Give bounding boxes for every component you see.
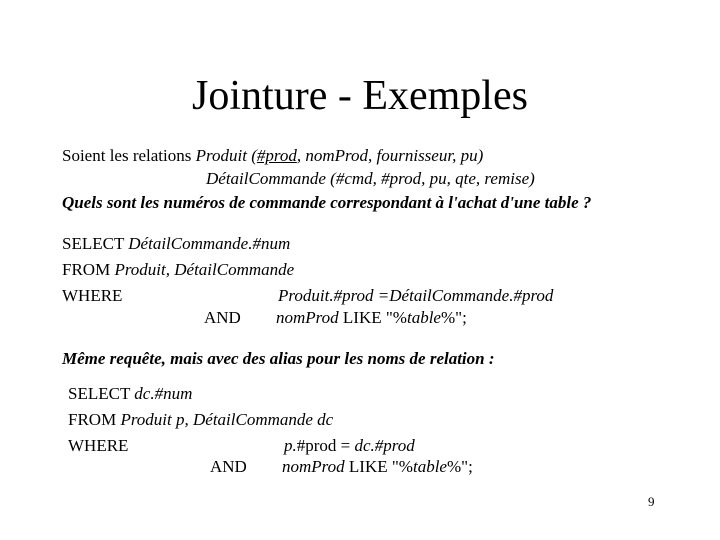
query1-and-keyword: AND bbox=[204, 308, 241, 327]
page-number: 9 bbox=[648, 494, 655, 509]
query1-and-end: %"; bbox=[440, 308, 467, 327]
query2-from-line bbox=[68, 410, 333, 430]
relation-detailcommande: DétailCommande (#cmd, #prod, pu, qte, remise) bbox=[206, 169, 535, 188]
query2-select-line bbox=[68, 384, 192, 404]
query2-where-condition bbox=[284, 436, 415, 456]
query2-and-condition bbox=[282, 457, 473, 477]
query1-from-value: Produit, DétailCommande bbox=[114, 260, 295, 279]
query1-and-field: nomProd bbox=[276, 308, 339, 327]
query1-and-condition bbox=[276, 308, 467, 328]
query1-from-keyword: FROM bbox=[62, 260, 111, 279]
query2-and-like: LIKE "% bbox=[348, 457, 413, 476]
query1-select-line bbox=[62, 234, 290, 254]
query2-select-keyword: SELECT bbox=[68, 384, 131, 403]
query1-select-keyword: SELECT bbox=[62, 234, 125, 253]
query2-where-alias: p. bbox=[284, 436, 297, 455]
query1-where-condition: Produit.#prod =DétailCommande.#prod bbox=[278, 286, 554, 305]
query2-and-end: %"; bbox=[446, 457, 473, 476]
query2-from-value: Produit p, DétailCommande dc bbox=[120, 410, 334, 429]
query1-select-value: DétailCommande.#num bbox=[128, 234, 291, 253]
query2-select-value: dc.#num bbox=[134, 384, 193, 403]
relations-intro: Soient les relations bbox=[62, 146, 192, 165]
query2-where-keyword: WHERE bbox=[68, 436, 129, 455]
query1-and-pattern: table bbox=[406, 308, 441, 327]
relations-line-1 bbox=[62, 146, 483, 166]
query1-and-like: LIKE "% bbox=[342, 308, 407, 327]
alias-note: Même requête, mais avec des alias pour les noms de relation : bbox=[62, 349, 495, 368]
relation-produit-rest: , nomProd, fournisseur, pu) bbox=[296, 146, 484, 165]
query2-and-field: nomProd bbox=[282, 457, 345, 476]
query2-where-equals: = bbox=[336, 436, 355, 455]
query1-from-line bbox=[62, 260, 294, 280]
query2-and-keyword: AND bbox=[210, 457, 247, 476]
question: Quels sont les numéros de commande correspondant à l'achat d'une table ? bbox=[62, 193, 592, 212]
query2-where-right: dc.#prod bbox=[354, 436, 415, 455]
slide-title: Jointure - Exemples bbox=[192, 73, 528, 119]
relation-produit-key: #prod bbox=[256, 146, 297, 165]
query2-from-keyword: FROM bbox=[68, 410, 117, 429]
query2-where-key: #prod bbox=[296, 436, 337, 455]
relation-produit-name: Produit ( bbox=[195, 146, 257, 165]
query1-where-keyword: WHERE bbox=[62, 286, 123, 305]
query2-and-pattern: table bbox=[412, 457, 447, 476]
